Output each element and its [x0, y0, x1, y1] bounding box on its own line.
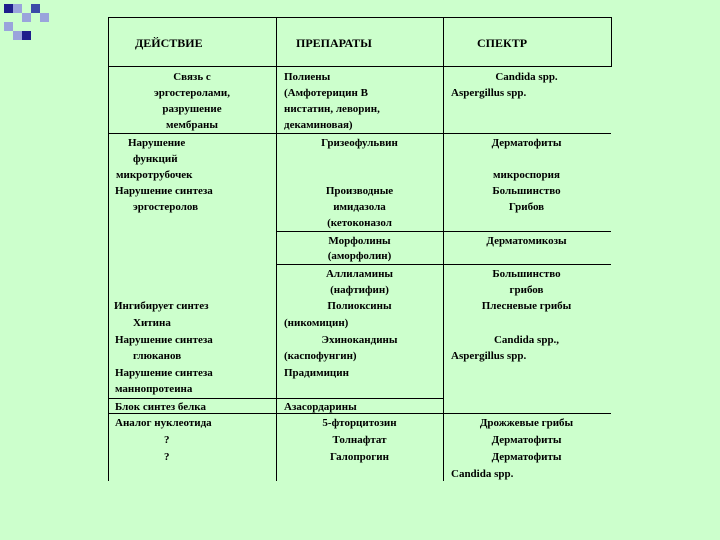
action-cell-text: Нарушение синтеза	[115, 334, 213, 346]
action-cell-text: Ингибирует синтез	[114, 300, 209, 312]
drug-cell-text: Галопрогин	[330, 451, 389, 463]
spectrum-cell-text: Aspergillus spp.	[451, 350, 527, 362]
drug-cell-text: Производные	[325, 185, 394, 197]
table-border-right	[611, 17, 612, 67]
spectrum-cell-text: микроспория	[493, 169, 560, 181]
drug-cell-text: нистатин, леворин,	[284, 103, 380, 115]
drug-cell-text: (каспофунгин)	[284, 350, 357, 362]
drug-cell-text: Толнафтат	[332, 434, 387, 446]
action-cell-text: Связь с	[173, 71, 211, 83]
action-cell-text: микротрубочек	[116, 169, 193, 181]
spectrum-cell-text: грибов	[509, 284, 544, 296]
drug-cell-text: Полиены	[284, 71, 331, 83]
action-cell-text: функций	[133, 153, 178, 165]
spectrum-cell-text: Дерматомикозы	[486, 235, 567, 247]
decor-square	[31, 4, 40, 13]
drug-cell-text: Гризеофульвин	[321, 137, 398, 149]
row-separator	[443, 133, 611, 134]
spectrum-cell-text: Candida spp.	[451, 468, 514, 480]
spectrum-cell-text: Aspergillus spp.	[451, 87, 527, 99]
spectrum-cell-text: Candida spp.,	[493, 334, 560, 346]
row-separator	[443, 264, 611, 265]
drug-cell-text: Азасордарины	[284, 401, 357, 413]
row-separator	[276, 133, 443, 134]
action-cell-text: эргостеролов	[133, 201, 199, 213]
action-cell-text: Блок синтез белка	[115, 401, 206, 413]
row-separator	[276, 231, 443, 232]
drug-cell-text: Морфолины	[328, 235, 391, 247]
drug-cell-text: Аллиламины	[325, 268, 394, 280]
action-cell-text: Нарушение	[128, 137, 186, 149]
drug-cell-text: Эхинокандины	[321, 334, 398, 346]
spectrum-cell-text: Большинство	[492, 268, 561, 280]
action-cell-text: Нарушение синтеза	[115, 185, 213, 197]
spectrum-cell-text: Дерматофиты	[491, 137, 562, 149]
drug-cell-text: (нафтифин)	[330, 284, 389, 296]
action-cell-text: маннопротеина	[115, 383, 193, 395]
table-border-top	[108, 17, 611, 18]
action-cell-text: Хитина	[133, 317, 171, 329]
action-cell-text: Нарушение синтеза	[115, 367, 213, 379]
action-cell-text: глюканов	[133, 350, 182, 362]
spectrum-cell-text: Дерматофиты	[491, 434, 562, 446]
drug-cell-text: Прадимицин	[284, 367, 349, 379]
decor-square	[13, 4, 22, 13]
spectrum-cell-text: Candida spp.	[495, 71, 558, 83]
action-cell-text: ?	[164, 434, 170, 446]
decor-square	[22, 31, 31, 40]
drug-cell-text: декаминовая)	[284, 119, 353, 131]
header-drugs: ПРЕПАРАТЫ	[296, 36, 372, 50]
drug-cell-text: Полиоксины	[327, 300, 392, 312]
spectrum-cell-text: Грибов	[508, 201, 545, 213]
action-cell-text: ?	[164, 451, 170, 463]
row-separator	[443, 231, 611, 232]
drug-cell-text: (кетоконазол	[327, 217, 392, 229]
drug-cell-text: (Амфотерицин В	[284, 87, 368, 99]
spectrum-cell-text: Дрожжевые грибы	[479, 417, 574, 429]
decor-square	[22, 13, 31, 22]
drug-cell-text: (аморфолин)	[327, 250, 392, 262]
action-cell-text: мембраны	[166, 119, 218, 131]
row-separator	[276, 398, 443, 399]
row-separator	[108, 398, 276, 399]
spectrum-cell-text: Большинство	[492, 185, 561, 197]
spectrum-cell-text: Дерматофиты	[491, 451, 562, 463]
header-divider	[108, 66, 611, 67]
decor-square	[13, 31, 22, 40]
drug-cell-text: (никомицин)	[284, 317, 349, 329]
table-border-left	[108, 17, 109, 481]
spectrum-cell-text: Плесневые грибы	[481, 300, 572, 312]
decor-square	[4, 4, 13, 13]
row-separator	[108, 133, 276, 134]
decor-square	[4, 22, 13, 31]
decor-square	[40, 13, 49, 22]
column-divider-2	[443, 17, 444, 481]
header-action: ДЕЙСТВИЕ	[135, 36, 203, 50]
action-cell-text: Аналог нуклеотида	[115, 417, 212, 429]
action-cell-text: эргостеролами,	[154, 87, 230, 99]
row-separator	[276, 264, 443, 265]
header-spectrum: СПЕКТР	[477, 36, 528, 50]
drug-cell-text: имидазола	[333, 201, 386, 213]
action-cell-text: разрушение	[162, 103, 222, 115]
row-separator	[443, 413, 611, 414]
drug-cell-text: 5-фторцитозин	[322, 417, 397, 429]
